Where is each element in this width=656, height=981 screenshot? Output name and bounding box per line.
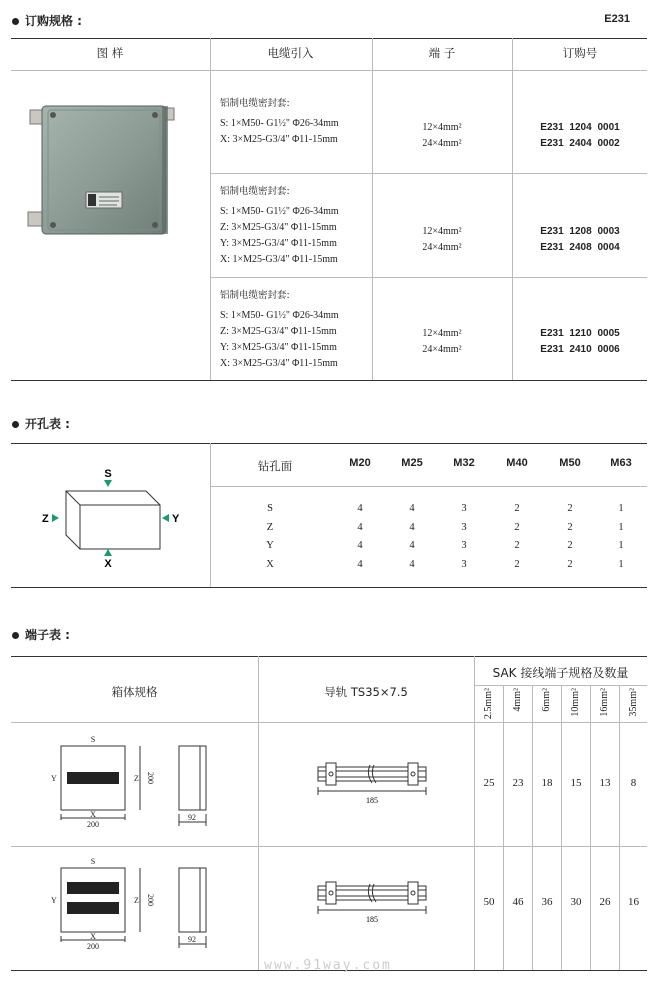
sak-col-divider — [619, 685, 620, 970]
arrow-up-icon — [104, 549, 112, 556]
cell: 3 — [461, 503, 467, 514]
sak-size-2-5: 2.5mm² — [483, 688, 494, 720]
svg-text:S: S — [90, 735, 96, 744]
sak-col-divider — [590, 685, 591, 970]
cell: 2 — [514, 521, 520, 533]
din-rail-drawing-1 — [312, 757, 432, 817]
spec-line: X: 1×M25-G3/4" Φ11-15mm — [220, 254, 338, 265]
cell: 4 — [357, 540, 363, 551]
order-number: E231 1204 0001 — [540, 122, 620, 133]
rail-header: 导轨 TS35×7.5 — [324, 685, 408, 699]
spec-line: Z: 3×M25-G3/4" Φ11-15mm — [220, 222, 337, 233]
arrow-left-icon — [162, 514, 169, 522]
label-s: S — [104, 468, 112, 480]
box-spec-header: 箱体规格 — [111, 685, 158, 699]
qty-10: 15 — [570, 777, 582, 789]
qty-4: 46 — [512, 896, 524, 908]
product-code: E231 — [604, 13, 630, 25]
terminal-value: 12×4mm² — [422, 122, 462, 133]
terminal-section-title: 端子表 : — [12, 626, 70, 643]
order-number: E231 2404 0002 — [540, 138, 620, 149]
terminal-row-divider — [11, 846, 647, 847]
svg-text:Y: Y — [51, 774, 57, 783]
spec-line: S: 1×M50- G1½" Φ26-34mm — [220, 310, 339, 321]
sak-size-6: 6mm² — [541, 688, 552, 712]
qty-6: 36 — [541, 896, 553, 908]
col-m40: M40 — [506, 457, 528, 469]
col-divider — [210, 38, 211, 380]
m50-values — [550, 500, 590, 574]
svg-text:200: 200 — [146, 772, 155, 784]
order-number: E231 1210 0005 — [540, 328, 620, 339]
qty-16: 13 — [599, 777, 611, 789]
sak-col-divider — [503, 685, 504, 970]
cell: 1 — [618, 558, 624, 570]
drill-header-divider — [210, 486, 647, 487]
sak-size-4: 4mm² — [512, 688, 523, 712]
order-number-cell-1 — [513, 120, 647, 152]
cell: 2 — [514, 558, 520, 570]
qty-2-5: 50 — [483, 896, 495, 908]
cable-entry-row-1 — [220, 96, 339, 148]
sak-size-35: 35mm² — [628, 688, 639, 717]
drill-section-title: 开孔表 : — [12, 415, 70, 432]
col-divider — [258, 656, 259, 970]
cell: 2 — [514, 503, 520, 514]
terminal-cell-2 — [372, 224, 512, 256]
spec-title: 铝制电缆密封套: — [220, 290, 290, 301]
arrow-down-icon — [104, 480, 112, 487]
cell: 2 — [567, 540, 573, 551]
cell: 1 — [618, 540, 624, 551]
m25-values — [392, 500, 432, 574]
spec-line: Y: 3×M25-G3/4" Φ11-15mm — [220, 238, 337, 249]
face-y: Y — [266, 540, 274, 551]
svg-text:92: 92 — [188, 935, 196, 944]
m20-values — [340, 500, 380, 574]
header-terminal: 端 子 — [428, 46, 456, 60]
face-list — [255, 500, 285, 574]
cable-entry-row-3 — [220, 288, 339, 372]
cell: 4 — [409, 558, 415, 570]
terminal-value: 12×4mm² — [422, 328, 462, 339]
spec-line: Z: 3×M25-G3/4" Φ11-15mm — [220, 326, 337, 337]
order-number: E231 2410 0006 — [540, 344, 620, 355]
label-x: X — [104, 558, 112, 570]
label-z: Z — [42, 513, 49, 525]
svg-text:Y: Y — [51, 896, 57, 905]
qty-10: 30 — [570, 896, 582, 908]
svg-text:S: S — [90, 857, 96, 866]
m40-values — [497, 500, 537, 574]
row-divider — [210, 277, 647, 278]
sak-col-divider — [532, 685, 533, 970]
table-bottom-border — [11, 380, 647, 381]
cell: 2 — [567, 558, 573, 570]
sak-size-16: 16mm² — [599, 688, 610, 717]
arrow-right-icon — [52, 514, 59, 522]
face-s: S — [267, 503, 273, 514]
drill-face-diagram — [36, 462, 186, 572]
drill-table-top — [11, 443, 647, 444]
cell: 1 — [618, 503, 624, 514]
col-m50: M50 — [559, 457, 581, 469]
cell: 2 — [567, 503, 573, 514]
svg-text:Z: Z — [134, 896, 139, 905]
cable-entry-row-2 — [220, 184, 339, 268]
terminal-value: 12×4mm² — [422, 226, 462, 237]
bullet-icon — [12, 632, 19, 639]
col-m63: M63 — [610, 457, 632, 469]
spec-line: Y: 3×M25-G3/4" Φ11-15mm — [220, 342, 337, 353]
qty-2-5: 25 — [483, 777, 495, 789]
spec-title: 铝制电缆密封套: — [220, 98, 290, 109]
row-divider — [210, 173, 647, 174]
box-drawing-1 — [36, 732, 226, 838]
cell: 3 — [461, 558, 467, 570]
svg-text:185: 185 — [366, 915, 378, 924]
cell: 4 — [357, 558, 363, 570]
terminal-cell-3 — [372, 326, 512, 358]
sak-col-divider — [561, 685, 562, 970]
header-cable-entry: 电缆引入 — [267, 46, 314, 60]
svg-text:200: 200 — [146, 894, 155, 906]
m32-values — [444, 500, 484, 574]
cell: 4 — [409, 540, 415, 551]
terminal-value: 24×4mm² — [422, 344, 462, 355]
cell: 4 — [357, 521, 363, 533]
enclosure-product-image — [22, 104, 182, 244]
cell: 3 — [461, 521, 467, 533]
m63-values — [601, 500, 641, 574]
order-number: E231 1208 0003 — [540, 226, 620, 237]
face-x: X — [266, 558, 274, 570]
cell: 1 — [618, 521, 624, 533]
qty-16: 26 — [599, 896, 611, 908]
header-divider — [11, 70, 647, 71]
cell: 2 — [514, 540, 520, 551]
qty-4: 23 — [512, 777, 524, 789]
bullet-icon — [12, 421, 19, 428]
spec-line: S: 1×M50- G1½" Φ26-34mm — [220, 206, 339, 217]
spec-line: X: 3×M25-G3/4" Φ11-15mm — [220, 358, 338, 369]
box-drawing-2 — [36, 854, 226, 960]
svg-text:200: 200 — [87, 820, 99, 829]
bullet-icon — [12, 18, 19, 25]
cell: 4 — [357, 503, 363, 514]
qty-35: 8 — [630, 777, 637, 789]
svg-text:200: 200 — [87, 942, 99, 951]
cell: 2 — [567, 521, 573, 533]
cell: 4 — [409, 521, 415, 533]
face-header: 钻孔面 — [257, 459, 293, 473]
col-divider — [210, 443, 211, 587]
spec-line: S: 1×M50- G1½" Φ26-34mm — [220, 118, 339, 129]
spec-title: 铝制电缆密封套: — [220, 186, 290, 197]
order-section-title: 订购规格 : — [12, 12, 82, 29]
col-m32: M32 — [453, 457, 475, 469]
watermark: www.91way.com — [264, 958, 392, 973]
order-number-cell-2 — [513, 224, 647, 256]
order-number: E231 2408 0004 — [540, 242, 620, 253]
din-rail-drawing-2 — [312, 876, 432, 936]
cell: 3 — [461, 540, 467, 551]
terminal-cell-1 — [372, 120, 512, 152]
svg-text:92: 92 — [188, 813, 196, 822]
svg-text:X: X — [90, 932, 96, 941]
terminal-value: 24×4mm² — [422, 242, 462, 253]
col-divider — [474, 656, 475, 970]
col-m20: M20 — [349, 457, 371, 469]
table-top-border — [11, 38, 647, 39]
spec-line: X: 3×M25-G3/4" Φ11-15mm — [220, 134, 338, 145]
drill-table-bottom — [11, 587, 647, 588]
header-order-no: 订购号 — [562, 46, 598, 60]
terminal-table-top — [11, 656, 647, 657]
face-z: Z — [266, 521, 274, 533]
order-number-cell-3 — [513, 326, 647, 358]
sak-size-10: 10mm² — [570, 688, 581, 717]
svg-text:185: 185 — [366, 796, 378, 805]
qty-6: 18 — [541, 777, 553, 789]
terminal-header-divider — [11, 722, 647, 723]
header-image: 图 样 — [96, 46, 124, 60]
svg-text:X: X — [90, 810, 96, 819]
qty-35: 16 — [628, 896, 639, 908]
sak-header: SAK 接线端子规格及数量 — [492, 666, 629, 680]
col-m25: M25 — [401, 457, 423, 469]
label-y: Y — [172, 513, 180, 525]
svg-text:Z: Z — [134, 774, 139, 783]
cell: 4 — [409, 503, 415, 514]
terminal-value: 24×4mm² — [422, 138, 462, 149]
